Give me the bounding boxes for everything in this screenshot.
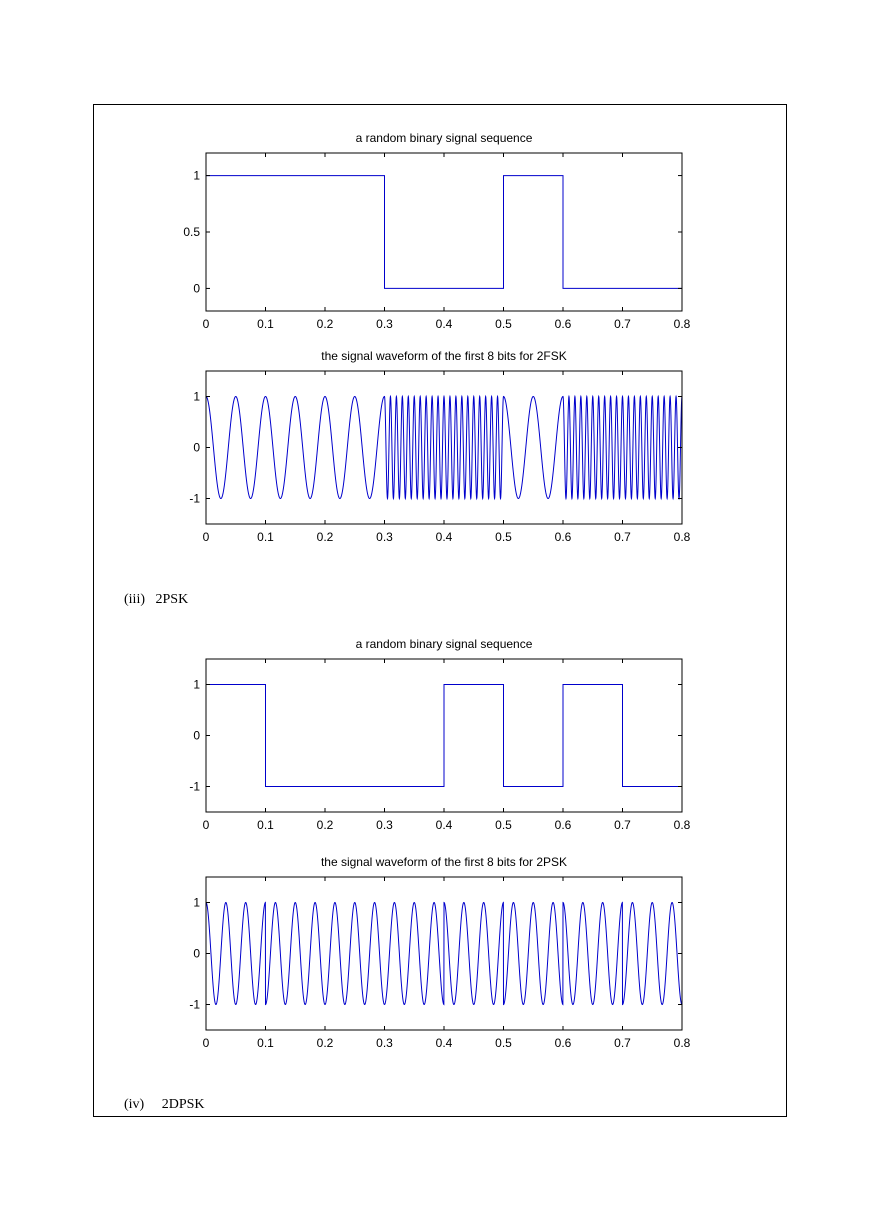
x-tick-label: 0.8 [673,317,691,331]
y-tick-label: 1 [193,168,200,183]
x-tick-label: 0.8 [673,1036,691,1050]
x-tick-label: 0.4 [435,1036,453,1050]
x-tick-label: 0.4 [435,818,453,832]
x-tick-label: 0.1 [257,317,274,331]
series-line [206,685,682,787]
chart-title: the signal waveform of the first 8 bits for 2FSK [321,349,567,363]
y-tick-label: 0 [193,946,200,961]
x-tick-label: 0 [202,818,210,832]
y-tick-label: 1 [193,895,200,910]
y-tick-label: 0 [193,440,200,455]
x-tick-label: 0.5 [495,1036,512,1050]
x-tick-label: 0.1 [257,530,274,544]
series-line [206,176,682,289]
x-tick-label: 0.2 [316,818,334,832]
x-tick-label: 0.6 [554,530,572,544]
chart-fsk-waveform [189,349,690,544]
series-line [206,903,682,1005]
y-tick-label: -1 [189,491,200,506]
x-tick-label: 0.3 [376,818,393,832]
x-tick-label: 0.2 [316,530,334,544]
y-tick-label: 1 [193,389,200,404]
chart-psk-binary [189,637,690,832]
x-tick-label: 0.1 [257,1036,274,1050]
x-tick-label: 0.5 [495,317,512,331]
chart-title: the signal waveform of the first 8 bits for 2PSK [320,855,568,869]
axes-box [206,153,682,311]
chart-title: a random binary signal sequence [355,131,533,145]
x-tick-label: 0.3 [376,317,393,331]
y-tick-label: -1 [189,997,200,1012]
chart-title: a random binary signal sequence [355,637,533,651]
y-tick-label: 1 [193,677,200,692]
caption-iv: (iv) 2DPSK [124,1097,205,1112]
y-tick-label: 0 [193,281,200,296]
x-tick-label: 0.5 [495,818,512,832]
x-tick-label: 0.7 [614,1036,631,1050]
x-tick-label: 0.7 [614,317,631,331]
x-tick-label: 0.8 [673,530,691,544]
x-tick-label: 0.5 [495,530,512,544]
x-tick-label: 0.6 [554,317,572,331]
x-tick-label: 0.7 [614,818,631,832]
x-tick-label: 0.1 [257,818,274,832]
x-tick-label: 0.2 [316,1036,334,1050]
x-tick-label: 0.4 [435,530,453,544]
caption-iii: (iii) 2PSK [124,592,189,607]
y-tick-label: 0.5 [183,225,200,239]
x-tick-label: 0 [202,530,210,544]
x-tick-label: 0.2 [316,317,334,331]
y-tick-label: -1 [189,779,200,794]
x-tick-label: 0.3 [376,1036,393,1050]
x-tick-label: 0.7 [614,530,631,544]
chart-psk-waveform [189,855,690,1050]
series-line [206,397,682,499]
x-tick-label: 0.8 [673,818,691,832]
x-tick-label: 0.3 [376,530,393,544]
x-tick-label: 0.6 [554,1036,572,1050]
y-tick-label: 0 [193,728,200,743]
x-tick-label: 0 [202,1036,210,1050]
axes-box [206,371,682,524]
x-tick-label: 0.4 [435,317,453,331]
x-tick-label: 0.6 [554,818,572,832]
chart-fsk-binary [183,131,690,331]
x-tick-label: 0 [202,317,210,331]
